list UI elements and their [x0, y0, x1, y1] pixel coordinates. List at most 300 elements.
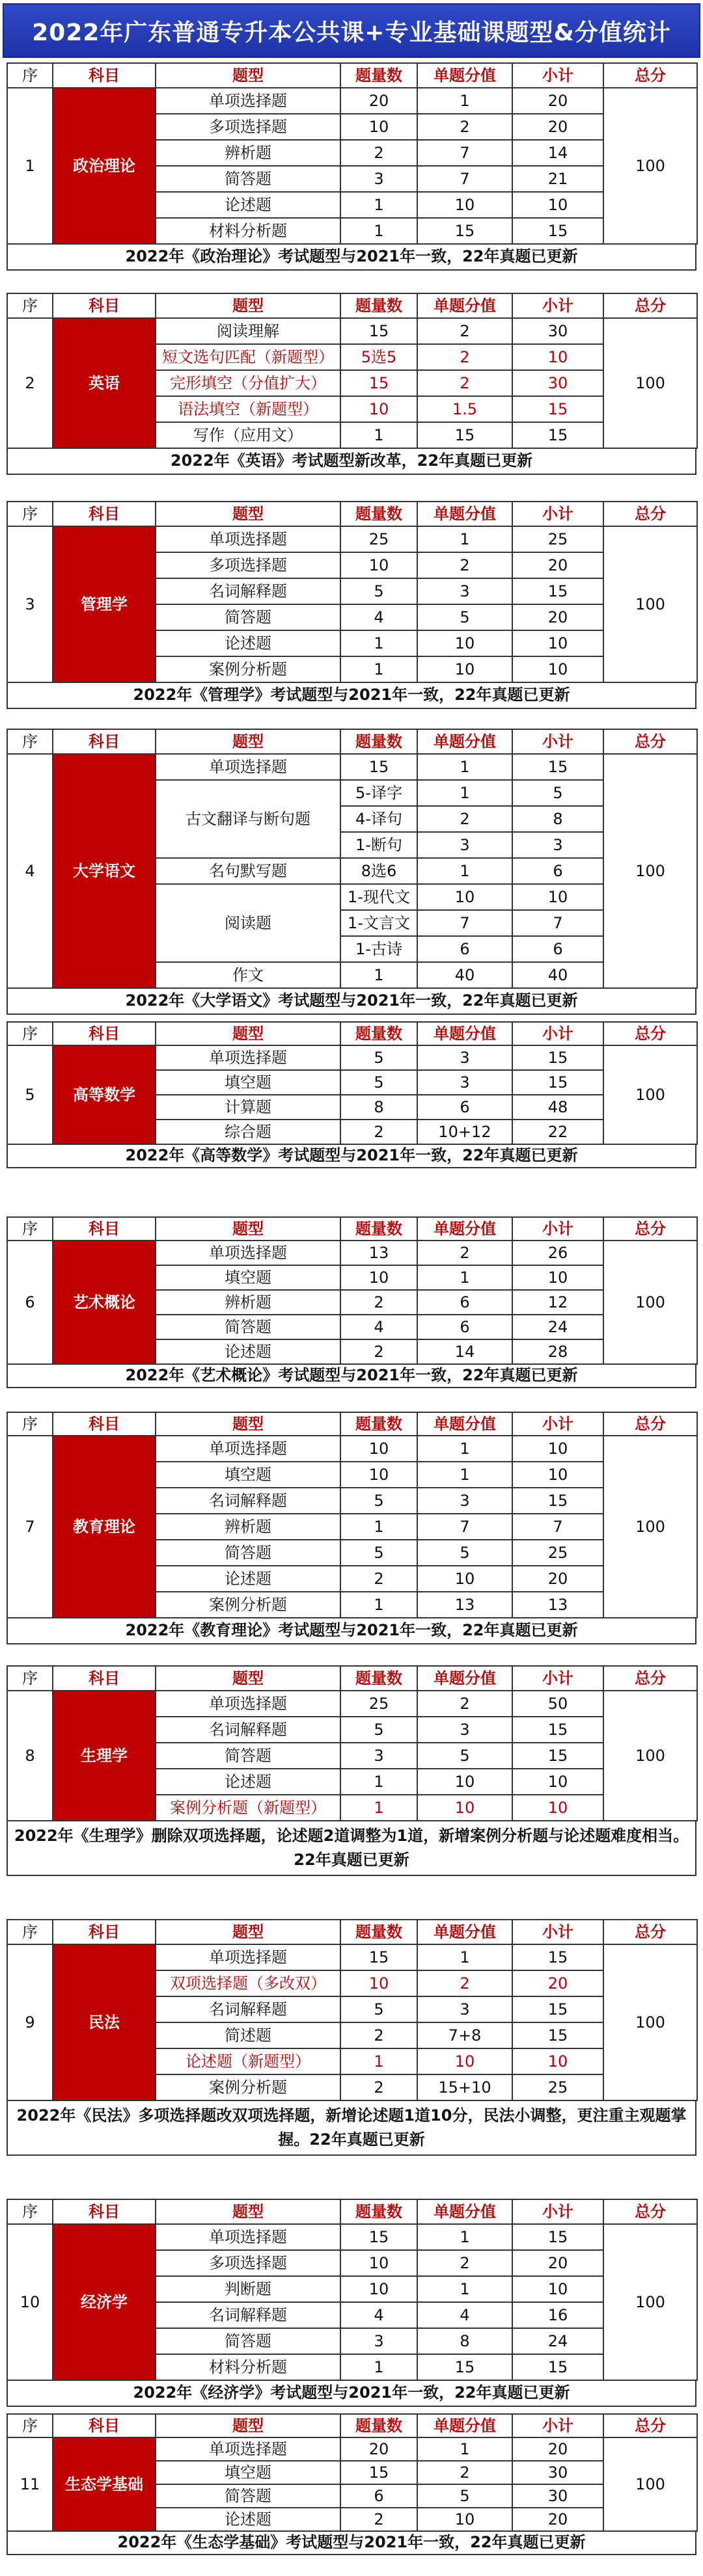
header-idx: 序: [7, 1920, 53, 1944]
unit-score: 5: [417, 604, 512, 630]
unit-score: 15+10: [417, 2074, 512, 2100]
question-type: 简答题: [156, 604, 340, 630]
subtotal: 10: [512, 1265, 603, 1290]
unit-score: 7+8: [417, 2022, 512, 2048]
subtotal: 10: [512, 1462, 603, 1488]
unit-score: 10: [417, 1795, 512, 1821]
question-count: 1: [340, 1769, 417, 1795]
subject-table: [7, 1216, 698, 1365]
header-row: [7, 1022, 697, 1045]
question-type: 语法填空（新题型）: [156, 396, 340, 422]
section-note: 2022年《教育理论》考试题型与2021年一致，22年真题已更新: [7, 1618, 696, 1644]
question-type: 单项选择题: [156, 1436, 340, 1462]
header-subject: 科目: [53, 1412, 156, 1436]
header-type: 题型: [156, 2414, 340, 2437]
subtotal: 15: [512, 1996, 603, 2022]
subtotal: 5: [512, 780, 603, 806]
question-type: 古文翻译与断句题: [156, 780, 340, 858]
unit-score: 1: [417, 754, 512, 780]
unit-score: 1: [417, 88, 512, 114]
total-score: 100: [603, 1045, 697, 1144]
header-subtotal: 小计: [512, 1022, 603, 1045]
header-subject: 科目: [53, 1022, 156, 1045]
header-unit: 单题分值: [417, 293, 512, 318]
header-subject: 科目: [53, 293, 156, 318]
total-score: 100: [603, 1691, 697, 1821]
question-type: 单项选择题: [156, 1691, 340, 1717]
header-total: 总分: [603, 1920, 697, 1944]
question-type: 判断题: [156, 2276, 340, 2302]
header-idx: 序: [7, 1666, 53, 1691]
question-count: 1-现代文: [340, 884, 417, 910]
subtotal: 16: [512, 2302, 603, 2328]
total-score: 100: [603, 88, 697, 244]
section-index: 1: [7, 88, 53, 244]
question-count: 5选5: [340, 344, 417, 370]
subtotal: 6: [512, 858, 603, 884]
subtotal: 20: [512, 552, 603, 578]
question-count: 2: [340, 2508, 417, 2531]
question-count: 25: [340, 1691, 417, 1717]
subject-table: [7, 729, 698, 989]
question-count: 15: [340, 2461, 417, 2484]
question-count: 2: [340, 1290, 417, 1315]
table-row: [7, 1045, 697, 1070]
header-count: 题量数: [340, 1022, 417, 1045]
subtotal: 10: [512, 656, 603, 682]
question-count: 6: [340, 2484, 417, 2508]
header-idx: 序: [7, 1022, 53, 1045]
question-count: 2: [340, 140, 417, 166]
unit-score: 1: [417, 1462, 512, 1488]
unit-score: 2: [417, 2461, 512, 2484]
question-type: 双项选择题（多改双）: [156, 1970, 340, 1996]
question-count: 1: [340, 422, 417, 448]
header-count: 题量数: [340, 2414, 417, 2437]
subtotal: 10: [512, 1795, 603, 1821]
question-type: 阅读题: [156, 884, 340, 962]
header-count: 题量数: [340, 1412, 417, 1436]
subtotal: 21: [512, 166, 603, 192]
subtotal: 48: [512, 1095, 603, 1120]
question-type: 材料分析题: [156, 2354, 340, 2380]
header-subtotal: 小计: [512, 729, 603, 754]
subject-block: [7, 2413, 696, 2555]
subject-table: [7, 2413, 698, 2532]
header-unit: 单题分值: [417, 1022, 512, 1045]
subtotal: 15: [512, 2224, 603, 2250]
header-idx: 序: [7, 2199, 53, 2224]
header-unit: 单题分值: [417, 2414, 512, 2437]
total-score: 100: [603, 2437, 697, 2531]
subtotal: 30: [512, 318, 603, 344]
question-type: 单项选择题: [156, 88, 340, 114]
question-type: 填空题: [156, 1070, 340, 1095]
question-count: 1-断句: [340, 832, 417, 858]
question-count: 5: [340, 578, 417, 604]
section-index: 9: [7, 1944, 53, 2100]
section-note: 2022年《政治理论》考试题型与2021年一致，22年真题已更新: [7, 245, 696, 271]
header-unit: 单题分值: [417, 729, 512, 754]
header-type: 题型: [156, 1666, 340, 1691]
total-score: 100: [603, 1241, 697, 1364]
subject-name: 生态学基础: [53, 2437, 156, 2531]
unit-score: 5: [417, 1540, 512, 1566]
subject-table: [7, 293, 698, 449]
table-row: [7, 1436, 697, 1462]
unit-score: 7: [417, 166, 512, 192]
question-type: 案例分析题: [156, 2074, 340, 2100]
question-count: 1: [340, 1592, 417, 1618]
question-count: 1: [340, 630, 417, 656]
question-type: 综合题: [156, 1120, 340, 1144]
subject-name: 教育理论: [53, 1436, 156, 1618]
unit-score: 10: [417, 884, 512, 910]
question-type: 论述题: [156, 630, 340, 656]
question-type: 单项选择题: [156, 2437, 340, 2461]
header-total: 总分: [603, 1666, 697, 1691]
subtotal: 50: [512, 1691, 603, 1717]
subtotal: 20: [512, 114, 603, 140]
subject-block: [7, 62, 696, 271]
unit-score: 2: [417, 1970, 512, 1996]
question-count: 4-译句: [340, 806, 417, 832]
subtotal: 14: [512, 140, 603, 166]
question-type: 完形填空（分值扩大）: [156, 370, 340, 396]
unit-score: 1: [417, 858, 512, 884]
subtotal: 24: [512, 1315, 603, 1339]
subtotal: 10: [512, 884, 603, 910]
table-row: [7, 1944, 697, 1970]
question-type: 简答题: [156, 2484, 340, 2508]
section-index: 8: [7, 1691, 53, 1821]
subtotal: 30: [512, 370, 603, 396]
unit-score: 13: [417, 1592, 512, 1618]
question-type: 名词解释题: [156, 1488, 340, 1514]
header-count: 题量数: [340, 1920, 417, 1944]
question-type: 论述题: [156, 1566, 340, 1592]
unit-score: 1: [417, 2437, 512, 2461]
unit-score: 3: [417, 1996, 512, 2022]
header-subtotal: 小计: [512, 1217, 603, 1241]
unit-score: 1.5: [417, 396, 512, 422]
question-count: 5: [340, 1488, 417, 1514]
header-subtotal: 小计: [512, 2199, 603, 2224]
subtotal: 15: [512, 1070, 603, 1095]
unit-score: 3: [417, 832, 512, 858]
unit-score: 10: [417, 1566, 512, 1592]
question-count: 1: [340, 1795, 417, 1821]
unit-score: 6: [417, 1095, 512, 1120]
question-count: 4: [340, 2302, 417, 2328]
question-type: 名词解释题: [156, 1996, 340, 2022]
header-total: 总分: [603, 1412, 697, 1436]
header-row: [7, 1920, 697, 1944]
subject-name: 大学语文: [53, 754, 156, 988]
unit-score: 10: [417, 656, 512, 682]
section-index: 5: [7, 1045, 53, 1144]
header-subject: 科目: [53, 63, 156, 88]
header-subject: 科目: [53, 1666, 156, 1691]
subtotal: 40: [512, 962, 603, 988]
section-note: 2022年《高等数学》考试题型与2021年一致，22年真题已更新: [7, 1145, 696, 1168]
header-total: 总分: [603, 2414, 697, 2437]
header-idx: 序: [7, 502, 53, 526]
unit-score: 1: [417, 1265, 512, 1290]
header-row: [7, 2199, 697, 2224]
question-type: 简答题: [156, 2328, 340, 2354]
question-count: 2: [340, 1566, 417, 1592]
question-type: 多项选择题: [156, 114, 340, 140]
subtotal: 7: [512, 910, 603, 936]
subtotal: 10: [512, 192, 603, 218]
subtotal: 15: [512, 1717, 603, 1743]
subject-block: [7, 1665, 696, 1876]
unit-score: 10: [417, 1769, 512, 1795]
question-type: 论述题: [156, 1339, 340, 1364]
subtotal: 10: [512, 344, 603, 370]
subject-name: 政治理论: [53, 88, 156, 244]
subject-block: [7, 1412, 696, 1644]
header-subject: 科目: [53, 729, 156, 754]
question-count: 10: [340, 1436, 417, 1462]
header-row: [7, 1412, 697, 1436]
unit-score: 15: [417, 422, 512, 448]
subject-name: 经济学: [53, 2224, 156, 2380]
question-type: 简答题: [156, 1540, 340, 1566]
header-subject: 科目: [53, 2199, 156, 2224]
header-count: 题量数: [340, 729, 417, 754]
subtotal: 20: [512, 2250, 603, 2276]
subtotal: 24: [512, 2328, 603, 2354]
subtotal: 15: [512, 422, 603, 448]
header-subtotal: 小计: [512, 2414, 603, 2437]
header-subtotal: 小计: [512, 502, 603, 526]
unit-score: 1: [417, 1944, 512, 1970]
subject-name: 民法: [53, 1944, 156, 2100]
section-index: 3: [7, 526, 53, 682]
section-index: 6: [7, 1241, 53, 1364]
subject-table: [7, 1412, 698, 1618]
question-type: 论述题（新题型）: [156, 2048, 340, 2074]
subtotal: 25: [512, 526, 603, 552]
subject-table: [7, 501, 698, 683]
header-subtotal: 小计: [512, 63, 603, 88]
unit-score: 2: [417, 344, 512, 370]
subtotal: 12: [512, 1290, 603, 1315]
section-index: 7: [7, 1436, 53, 1618]
unit-score: 1: [417, 1436, 512, 1462]
question-type: 阅读理解: [156, 318, 340, 344]
subject-name: 高等数学: [53, 1045, 156, 1144]
header-type: 题型: [156, 1217, 340, 1241]
header-total: 总分: [603, 2199, 697, 2224]
unit-score: 15: [417, 218, 512, 244]
subject-table: [7, 62, 698, 245]
question-count: 20: [340, 88, 417, 114]
question-type: 案例分析题（新题型）: [156, 1795, 340, 1821]
subtotal: 26: [512, 1241, 603, 1265]
question-count: 5: [340, 1070, 417, 1095]
unit-score: 3: [417, 1045, 512, 1070]
header-idx: 序: [7, 729, 53, 754]
subtotal: 28: [512, 1339, 603, 1364]
unit-score: 3: [417, 1488, 512, 1514]
unit-score: 10: [417, 2048, 512, 2074]
subject-block: [7, 293, 696, 475]
subtotal: 15: [512, 2022, 603, 2048]
question-count: 10: [340, 2276, 417, 2302]
header-total: 总分: [603, 1217, 697, 1241]
question-count: 10: [340, 396, 417, 422]
subtotal: 15: [512, 2354, 603, 2380]
question-type: 多项选择题: [156, 552, 340, 578]
header-unit: 单题分值: [417, 1412, 512, 1436]
question-type: 辨析题: [156, 1290, 340, 1315]
subject-table: [7, 1665, 698, 1821]
subtotal: 15: [512, 1045, 603, 1070]
header-count: 题量数: [340, 502, 417, 526]
subtotal: 15: [512, 1488, 603, 1514]
section-note: 2022年《艺术概论》考试题型与2021年一致，22年真题已更新: [7, 1365, 696, 1388]
header-subject: 科目: [53, 1217, 156, 1241]
subtotal: 8: [512, 806, 603, 832]
question-type: 案例分析题: [156, 1592, 340, 1618]
subtotal: 15: [512, 218, 603, 244]
subtotal: 10: [512, 1769, 603, 1795]
total-score: 100: [603, 526, 697, 682]
header-count: 题量数: [340, 63, 417, 88]
subject-block: [7, 1919, 696, 2156]
unit-score: 3: [417, 578, 512, 604]
unit-score: 6: [417, 936, 512, 962]
section-note: 2022年《生理学》删除双项选择题，论述题2道调整为1道，新增案例分析题与论述题难度相当。22年真题已更新: [7, 1821, 696, 1876]
unit-score: 7: [417, 910, 512, 936]
header-row: [7, 293, 697, 318]
subject-name: 生理学: [53, 1691, 156, 1821]
header-subtotal: 小计: [512, 293, 603, 318]
question-type: 简答题: [156, 166, 340, 192]
subtotal: 10: [512, 1436, 603, 1462]
subject-table: [7, 1021, 698, 1145]
header-subtotal: 小计: [512, 1412, 603, 1436]
subtotal: 25: [512, 2074, 603, 2100]
section-note: 2022年《生态学基础》考试题型与2021年一致，22年真题已更新: [7, 2532, 696, 2555]
header-count: 题量数: [340, 2199, 417, 2224]
question-type: 单项选择题: [156, 526, 340, 552]
section-index: 4: [7, 754, 53, 988]
header-unit: 单题分值: [417, 1920, 512, 1944]
subtotal: 20: [512, 88, 603, 114]
question-count: 15: [340, 1944, 417, 1970]
subtotal: 10: [512, 2276, 603, 2302]
unit-score: 3: [417, 1717, 512, 1743]
table-row: [7, 2224, 697, 2250]
header-unit: 单题分值: [417, 63, 512, 88]
subtotal: 3: [512, 832, 603, 858]
unit-score: 7: [417, 140, 512, 166]
question-count: 4: [340, 604, 417, 630]
question-count: 5: [340, 1996, 417, 2022]
section-index: 10: [7, 2224, 53, 2380]
question-count: 1-古诗: [340, 936, 417, 962]
subject-block: [7, 501, 696, 709]
unit-score: 7: [417, 1514, 512, 1540]
subject-name: 管理学: [53, 526, 156, 682]
question-count: 2: [340, 1339, 417, 1364]
subtotal: 10: [512, 2048, 603, 2074]
question-type: 短文选句匹配（新题型）: [156, 344, 340, 370]
question-type: 简答题: [156, 1743, 340, 1769]
subject-block: [7, 1216, 696, 1388]
question-count: 10: [340, 114, 417, 140]
header-subtotal: 小计: [512, 1920, 603, 1944]
header-subject: 科目: [53, 2414, 156, 2437]
question-type: 计算题: [156, 1095, 340, 1120]
question-type: 论述题: [156, 2508, 340, 2531]
question-count: 13: [340, 1241, 417, 1265]
unit-score: 2: [417, 318, 512, 344]
unit-score: 5: [417, 1743, 512, 1769]
question-count: 5: [340, 1717, 417, 1743]
question-type: 填空题: [156, 1265, 340, 1290]
unit-score: 2: [417, 2250, 512, 2276]
question-count: 15: [340, 754, 417, 780]
header-type: 题型: [156, 502, 340, 526]
header-type: 题型: [156, 1920, 340, 1944]
question-type: 填空题: [156, 1462, 340, 1488]
section-note: 2022年《大学语文》考试题型与2021年一致，22年真题已更新: [7, 989, 696, 1015]
subject-table: [7, 1919, 698, 2101]
header-row: [7, 63, 697, 88]
header-type: 题型: [156, 63, 340, 88]
unit-score: 2: [417, 370, 512, 396]
question-count: 2: [340, 2074, 417, 2100]
question-type: 材料分析题: [156, 218, 340, 244]
header-idx: 序: [7, 1412, 53, 1436]
subject-block: [7, 2199, 696, 2407]
unit-score: 1: [417, 2276, 512, 2302]
unit-score: 1: [417, 780, 512, 806]
header-type: 题型: [156, 729, 340, 754]
question-count: 1: [340, 1514, 417, 1540]
header-idx: 序: [7, 2414, 53, 2437]
subtotal: 15: [512, 396, 603, 422]
total-score: 100: [603, 1944, 697, 2100]
unit-score: 10: [417, 2508, 512, 2531]
question-count: 15: [340, 370, 417, 396]
subtotal: 22: [512, 1120, 603, 1144]
question-count: 8: [340, 1095, 417, 1120]
section-note: 2022年《民法》多项选择题改双项选择题，新增论述题1道10分，民法小调整，更注重主观题掌握。22年真题已更新: [7, 2101, 696, 2156]
question-count: 20: [340, 2437, 417, 2461]
question-count: 10: [340, 2250, 417, 2276]
question-count: 25: [340, 526, 417, 552]
unit-score: 10: [417, 630, 512, 656]
unit-score: 1: [417, 2224, 512, 2250]
header-unit: 单题分值: [417, 502, 512, 526]
header-unit: 单题分值: [417, 1666, 512, 1691]
question-type: 案例分析题: [156, 656, 340, 682]
question-count: 10: [340, 1265, 417, 1290]
total-score: 100: [603, 2224, 697, 2380]
unit-score: 14: [417, 1339, 512, 1364]
subtotal: 20: [512, 604, 603, 630]
header-total: 总分: [603, 63, 697, 88]
header-count: 题量数: [340, 1217, 417, 1241]
question-type: 名句默写题: [156, 858, 340, 884]
question-count: 1: [340, 218, 417, 244]
